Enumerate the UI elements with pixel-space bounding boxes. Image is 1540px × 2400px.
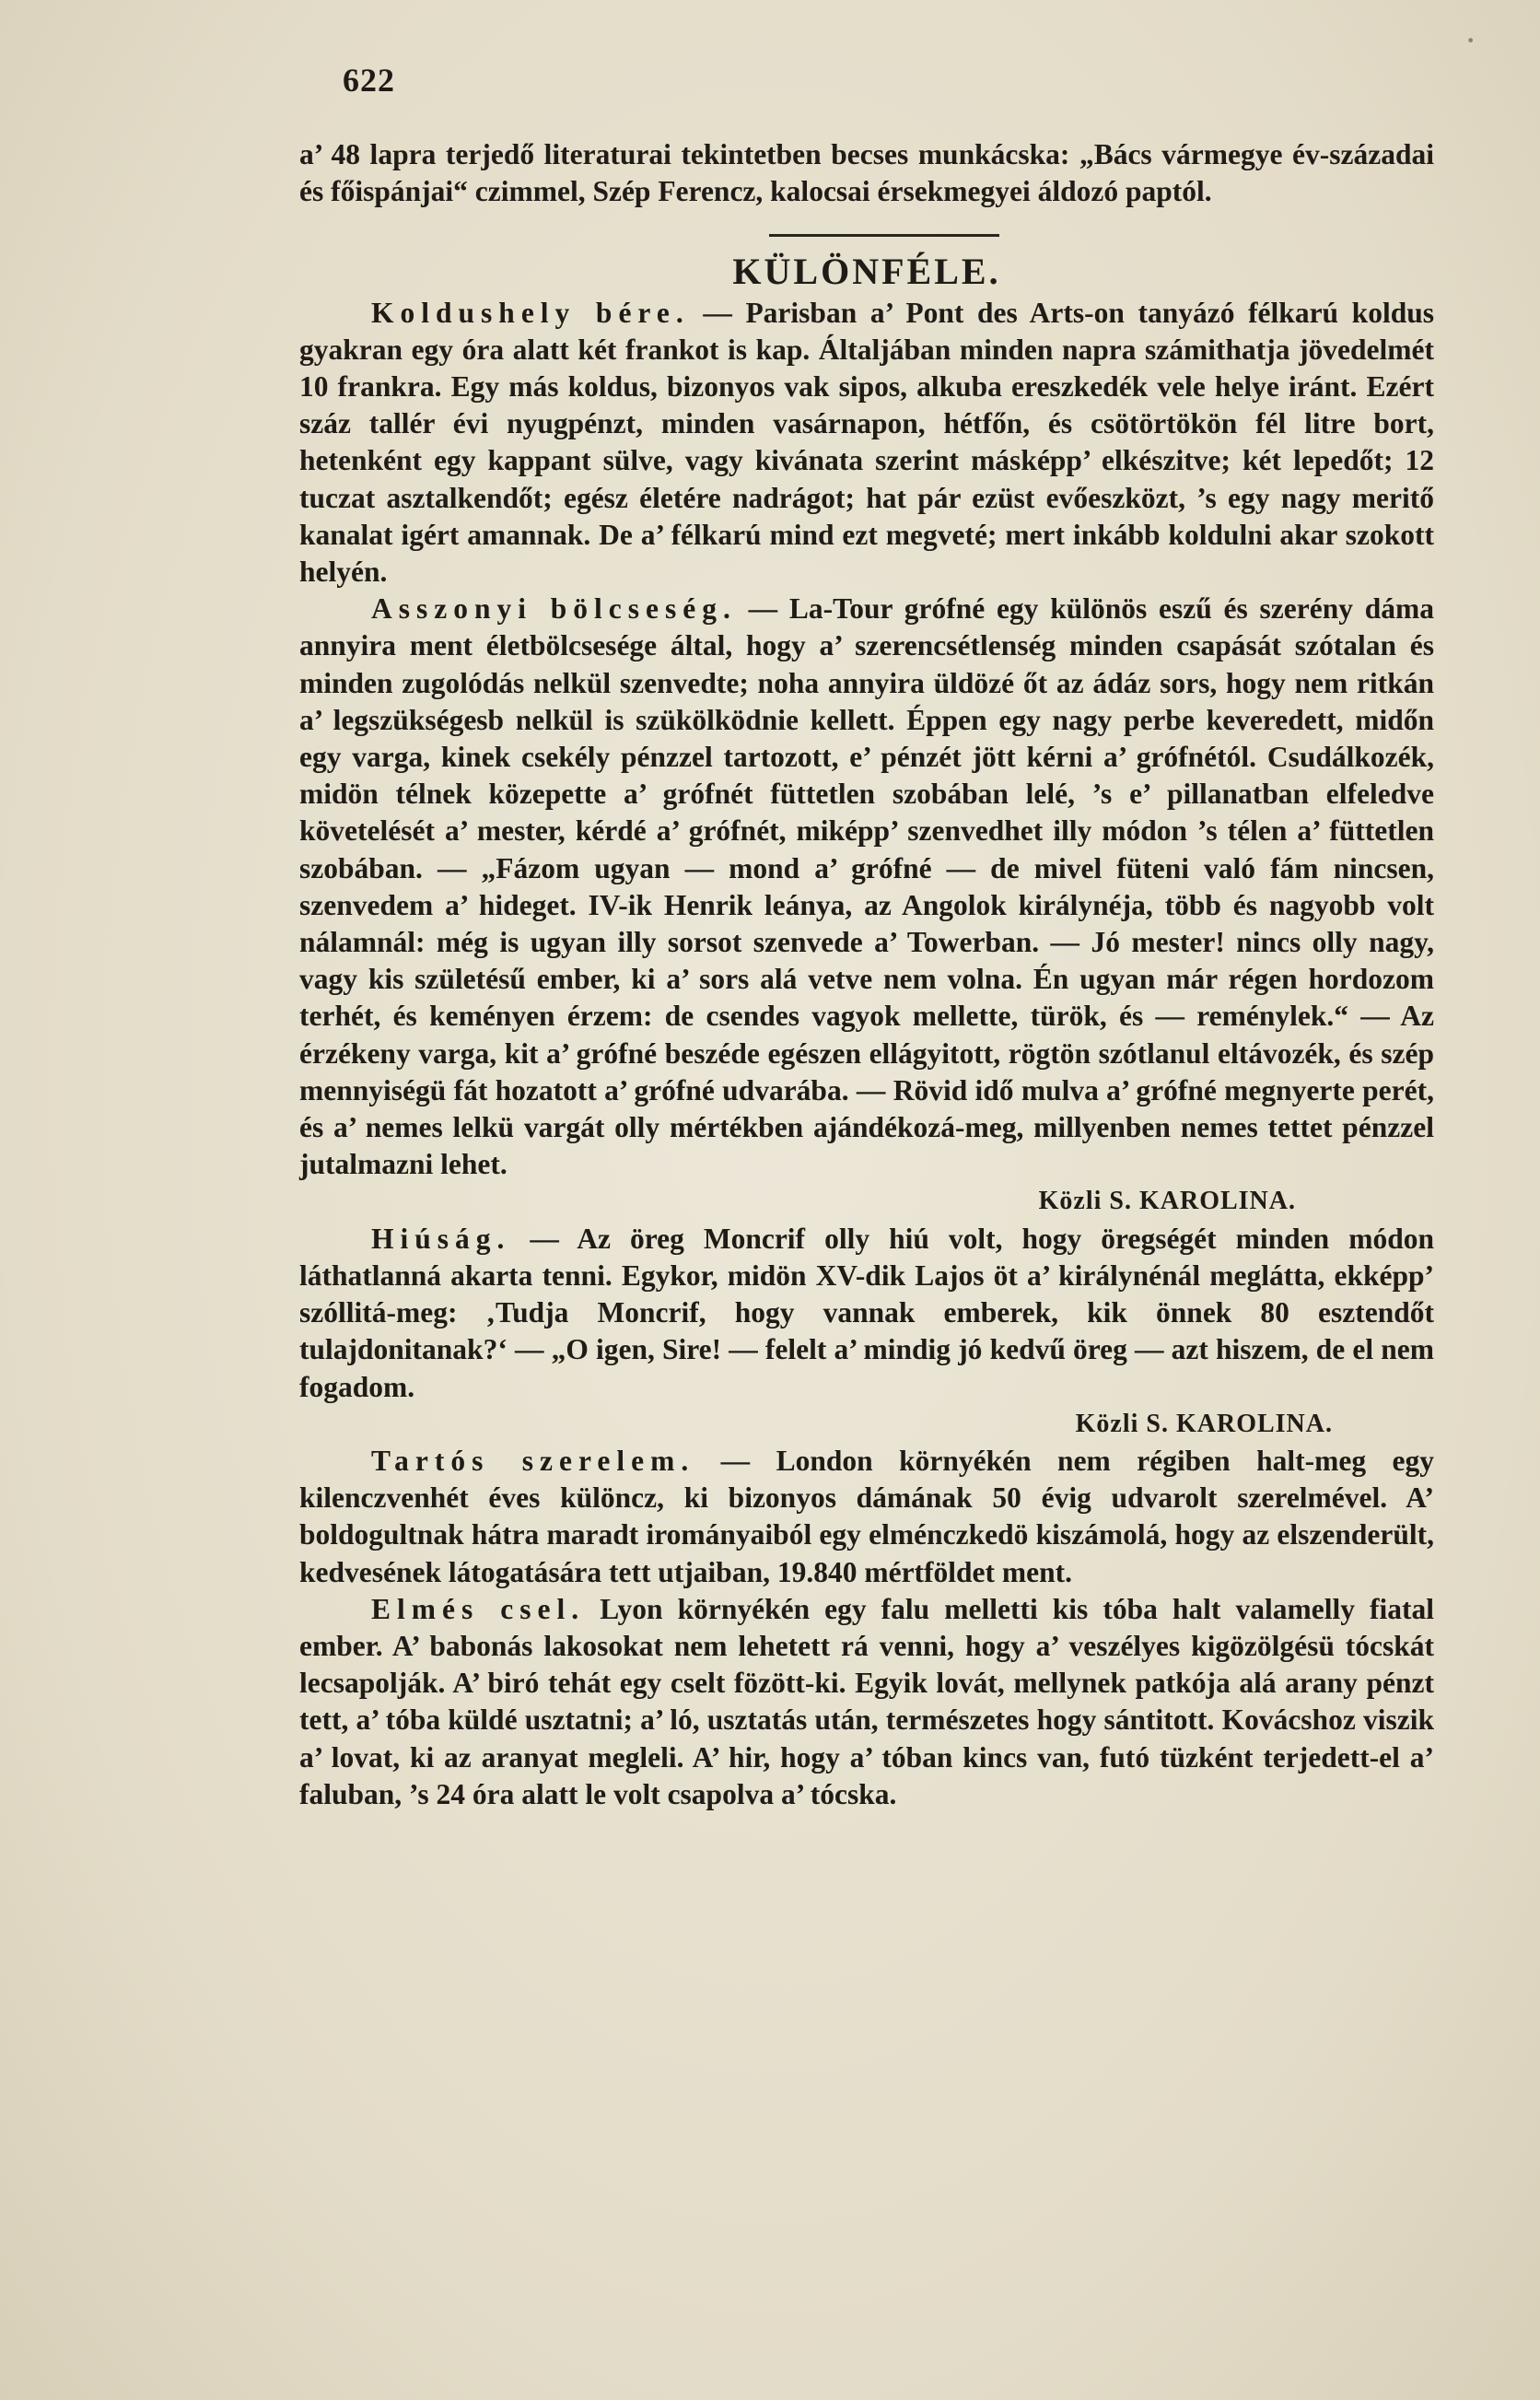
article-body: — Parisban a’ Pont des Arts-on tanyázó félkarú koldus gyakran egy óra alatt két frankot is kap. Általjában minden napra számithatja jövedelmét 10 frankra. Egy más koldus, bizonyos vak sipos, alkuba ereszkedék vele helye iránt. Ezért száz tallér évi nyugpénzt, minden vasárnapon, hétfőn, és csötörtökön fél litre bort, hetenként egy kappant sülve, vagy kivánata szerint másképp’ elkészitve; két lepedőt; 12 tuczat asztalkendőt; egész életére nadrágot; hat pár ezüst evőeszközt, ’s egy nagy meritő kanalat igért amannak. De a’ félkarú mind ezt megveté; mert inkább koldulni akar szokott helyén.: [299, 296, 1434, 589]
article-hiusag: [299, 1221, 1434, 1406]
article-body: — La-Tour grófné egy különös eszű és szerény dáma annyira ment életbölcsesége által, hogy a’ szerencsétlenség minden csapását szótalan és minden zugolódás nelkül szenvedte; noha annyira üldözé őt az ádáz sors, hogy nem ritkán a’ legszükségesb nelkül is szükölködnie kellett. Éppen egy nagy perbe keveredett, midőn egy varga, kinek csekély pénzzel tartozott, e’ pénzét jött kérni a’ grófnétól. Csudálkozék, midön télnek közepette a’ grófnét füttetlen szobában lelé, ’s e’ pillanatban elfeledve követelését a’ mester, kérdé a’ grófnét, miképp’ szenvedhet illy módon ’s télen a’ füttetlen szobában. — „Fázom ugyan — mond a’ grófné — de mivel füteni való fám nincsen, szenvedem a’ hideget. IV-ik Henrik leánya, az Angolok királynéja, több és nagyobb volt nálamnál: még is ugyan illy sorsot szenvede a’ Towerban. — Jó mester! nincs olly nagy, vagy kis születésű ember, ki a’ sors alá vetve nem volna. Én ugyan már régen hordozom terhét, és keményen érzem: de csendes vagyok mellette, türök, és — reménylek.“ — Az érzékeny varga, kit a’ grófné beszéde egészen ellágyitott, rögtön szótlanul eltávozék, és szép mennyiségü fát hozatott a’ grófné udvarába. — Rövid idő mulva a’ grófné megnyerte perét, és a’ nemes lelkü vargát olly mértékben ajándékozá-meg, millyenben nemes tettet pénzzel jutalmazni lehet.: [299, 592, 1434, 1181]
intro-paragraph: a’ 48 lapra terjedő literaturai tekintetben becses munkácska: „Bács vármegye év-századai és főispánjai“ czimmel, Szép Ferencz, kalocsai érsekmegyei áldozó paptól.: [299, 138, 1434, 208]
article-asszonyi-bolcseseg: [299, 591, 1434, 1183]
article-tartos-szerelem: [299, 1443, 1434, 1591]
article-author: Közli S. KAROLINA.: [1075, 1409, 1333, 1438]
article-title: Tartós szerelem.: [371, 1444, 695, 1477]
article-title: Asszonyi bölcseség.: [371, 592, 737, 626]
article-title: Elmés csel.: [371, 1592, 586, 1625]
page-content: [299, 136, 1434, 1813]
article-title: Hiúság.: [371, 1222, 511, 1255]
article-author: Közli S. KAROLINA.: [1038, 1187, 1296, 1216]
article-elmes-csel: [299, 1591, 1434, 1813]
article-koldushely: [299, 295, 1434, 591]
margin-speck: ·: [1464, 19, 1477, 61]
section-title: KÜLÖNFÉLE.: [732, 251, 1001, 293]
page-number: 622: [343, 62, 395, 99]
article-title: Koldushely bére.: [371, 296, 690, 329]
article-body: Lyon környékén egy falu melletti kis tóba halt valamelly fiatal ember. A’ babonás lakosokat nem lehetett rá venni, hogy a’ veszélyes kigözölgésü tócskát lecsapolják. A’ biró tehát egy cselt fözött-ki. Egyik lovát, mellynek patkója alá arany pénzt tett, a’ tóba küldé usztatni; a’ ló, usztatás után, természetes hogy sántitott. Kovácshoz viszik a’ lovat, ki az aranyat megleli. A’ hir, hogy a’ tóban kincs van, futó tüzként terjedett-el a’ faluban, ’s 24 óra alatt le volt csapolva a’ tócska.: [299, 1592, 1434, 1810]
article-body: — Az öreg Moncrif olly hiú volt, hogy öregségét minden módon láthatlanná akarta tenni. Egykor, midön XV-dik Lajos öt a’ királynénál meglátta, ekképp’ szóllitá-meg: ‚Tudja Moncrif, hogy vannak emberek, kik önnek 80 esztendőt tulajdonitanak?‘ — „O igen, Sire! — felelt a’ mindig jó kedvű öreg — azt hiszem, de el nem fogadom.: [299, 1222, 1434, 1403]
article-body: — London környékén nem régiben halt-meg egy kilenczvenhét éves különcz, ki bizonyos dámának 50 évig udvarolt szerelmével. A’ boldogultnak hátra maradt irományaiból egy elménczkedö kiszámolá, hogy az elszenderült, kedvesének látogatására tett utjaiban, 19.840 mértföldet ment.: [299, 1444, 1435, 1588]
separator-rule: [769, 234, 999, 237]
